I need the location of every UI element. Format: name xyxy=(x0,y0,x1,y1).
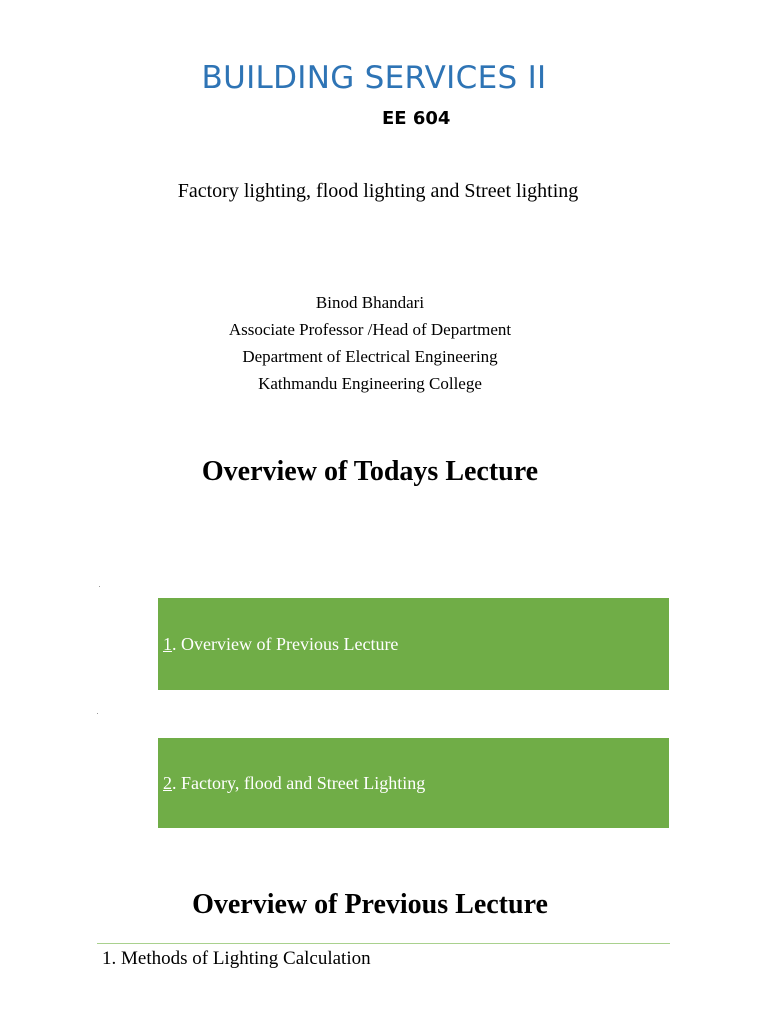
author-college: Kathmandu Engineering College xyxy=(258,374,482,393)
lecture-subtitle: Factory lighting, flood lighting and Street lighting xyxy=(177,180,579,202)
author-department: Department of Electrical Engineering xyxy=(242,347,498,366)
agenda-item-factory-flood-street[interactable] xyxy=(158,738,669,828)
author-name: Binod Bhandari xyxy=(315,293,425,312)
author-block xyxy=(0,289,740,397)
overview-previous-heading: Overview of Previous Lecture xyxy=(192,889,548,920)
agenda-item-number[interactable]: 2 xyxy=(163,772,172,793)
course-title: BUILDING SERVICES II xyxy=(201,60,547,96)
list-item: 1. Methods of Lighting Calculation xyxy=(102,948,371,969)
decorative-dot xyxy=(97,713,98,714)
overview-today-heading: Overview of Todays Lecture xyxy=(201,456,539,487)
agenda-item-number[interactable]: 1 xyxy=(163,633,172,654)
decorative-dot xyxy=(99,586,100,587)
agenda-item-label: . Factory, flood and Street Lighting xyxy=(172,772,426,793)
course-code: EE 604 xyxy=(382,108,451,129)
agenda-item-label: . Overview of Previous Lecture xyxy=(172,633,399,654)
author-position: Associate Professor /Head of Department xyxy=(228,320,512,339)
divider xyxy=(97,943,670,944)
agenda-item-previous-lecture[interactable] xyxy=(158,598,669,690)
